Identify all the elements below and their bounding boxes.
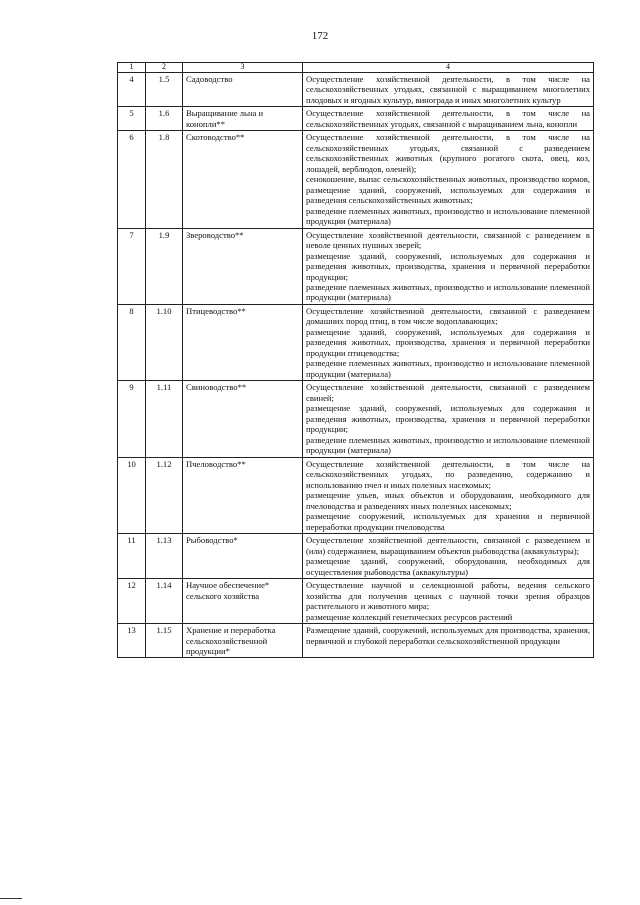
- table-row: [118, 228, 594, 304]
- description-paragraph: разведение племенных животных, производство и использование племенной продукции (материала): [306, 358, 590, 379]
- use-description: [303, 228, 594, 304]
- description-paragraph: разведение племенных животных, производство и использование племенной продукции (материала): [306, 205, 590, 227]
- table-row: [118, 131, 594, 228]
- use-description: [303, 624, 594, 658]
- description-paragraph: Осуществление хозяйственной деятельности, связанной с разведением домашних пород птиц, в том числе водоплавающих;: [306, 305, 590, 327]
- table-row: [118, 107, 594, 131]
- use-name: Хранение и переработка сельскохозяйственной продукции*: [183, 624, 303, 658]
- table-row: [118, 534, 594, 579]
- column-header: 1: [118, 63, 146, 73]
- table-row: [118, 579, 594, 624]
- row-number: 5: [118, 107, 146, 131]
- use-description: [303, 107, 594, 131]
- use-description: [303, 72, 594, 106]
- description-paragraph: Размещение зданий, сооружений, используемых для производства, хранения, первичной и глубокой переработки сельскохозяйственной продукции: [306, 625, 590, 646]
- use-description: [303, 381, 594, 457]
- table-row: [118, 457, 594, 533]
- table-body: [118, 72, 594, 658]
- use-name: Свиноводство**: [183, 381, 303, 457]
- description-paragraph: размещение зданий, сооружений, используемых для содержания и разведения животных, производства, хранения и первичной переработки продукции;: [306, 403, 590, 435]
- use-description: [303, 131, 594, 228]
- description-paragraph: Осуществление хозяйственной деятельности, в том числе на сельскохозяйственных угодьях, связанной с разведением сельскохозяйственных животных (крупного рогатого скота, овец, коз, лошадей, верблюдов, оленей);: [306, 132, 590, 174]
- use-name: Пчеловодство**: [183, 457, 303, 533]
- description-paragraph: Осуществление хозяйственной деятельности, в том числе на сельскохозяйственных угодьях, по разведению, содержанию и использованию пчел и иных полезных насекомых;: [306, 458, 590, 490]
- description-paragraph: размещение зданий, сооружений, оборудования, необходимых для осуществления рыбоводства (аквакультуры): [306, 556, 590, 577]
- row-number: 6: [118, 131, 146, 228]
- use-code: 1.11: [146, 381, 183, 457]
- table-row: [118, 72, 594, 106]
- table-header-row: [118, 63, 594, 73]
- row-number: 7: [118, 228, 146, 304]
- use-code: 1.13: [146, 534, 183, 579]
- table-row: [118, 624, 594, 658]
- use-code: 1.15: [146, 624, 183, 658]
- row-number: 9: [118, 381, 146, 457]
- use-description: [303, 534, 594, 579]
- table-row: [118, 381, 594, 457]
- column-header: 2: [146, 63, 183, 73]
- description-paragraph: размещение коллекций генетических ресурсов растений: [306, 611, 513, 622]
- description-paragraph: разведение племенных животных, производство и использование племенной продукции (материала): [306, 282, 590, 303]
- column-header: 3: [183, 63, 303, 73]
- use-code: 1.10: [146, 304, 183, 380]
- use-code: 1.5: [146, 72, 183, 106]
- description-paragraph: размещение ульев, иных объектов и оборудования, необходимого для пчеловодства и разведениях иных полезных насекомых;: [306, 490, 590, 511]
- use-code: 1.6: [146, 107, 183, 131]
- row-number: 8: [118, 304, 146, 380]
- use-code: 1.9: [146, 228, 183, 304]
- bottom-margin-mark: [0, 898, 22, 899]
- description-paragraph: Осуществление научной и селекционной работы, ведения сельского хозяйства для получения ценных с научной точки зрения образцов растительного и животного мира;: [306, 580, 590, 612]
- use-description: [303, 457, 594, 533]
- description-paragraph: размещение зданий, сооружений, используемых для содержания и разведения животных, производства, хранения и первичной переработки продукции;: [306, 250, 590, 282]
- table-row: [118, 304, 594, 380]
- description-paragraph: Осуществление хозяйственной деятельности, в том числе на сельскохозяйственных угодьях, связанной с выращиванием многолетних плодовых и ягодных культур, винограда и иных многолетних культур: [306, 73, 590, 105]
- row-number: 11: [118, 534, 146, 579]
- use-code: 1.8: [146, 131, 183, 228]
- page-number: 172: [311, 30, 329, 42]
- use-code: 1.14: [146, 579, 183, 624]
- description-paragraph: разведение племенных животных, производство и использование племенной продукции (материала): [306, 434, 590, 456]
- use-name: Садоводство: [183, 72, 303, 106]
- use-name: Птицеводство**: [183, 304, 303, 380]
- use-code: 1.12: [146, 457, 183, 533]
- description-paragraph: Осуществление хозяйственной деятельности, связанной с разведением свиней;: [306, 382, 590, 403]
- description-paragraph: Осуществление хозяйственной деятельности, связанной с разведением в неволе ценных пушных зверей;: [306, 229, 590, 251]
- use-name: Скотоводство**: [183, 131, 303, 228]
- description-paragraph: размещение зданий, сооружений, используемых для содержания и разведения животных, производства, хранения и первичной переработки продукции птицеводства;: [306, 326, 590, 358]
- use-description: [303, 304, 594, 380]
- row-number: 10: [118, 457, 146, 533]
- use-name: Рыбоводство*: [183, 534, 303, 579]
- use-description: [303, 579, 594, 624]
- use-name: Звероводство**: [183, 228, 303, 304]
- land-use-table: [117, 62, 594, 658]
- row-number: 13: [118, 624, 146, 658]
- description-paragraph: размещение сооружений, используемых для хранения и первичной переработки продукции пчеловодства: [306, 511, 590, 532]
- row-number: 12: [118, 579, 146, 624]
- description-paragraph: Осуществление хозяйственной деятельности, в том числе на сельскохозяйственных угодьях, связанной с выращиванием льна, конопли: [306, 108, 590, 129]
- row-number: 4: [118, 72, 146, 106]
- column-header: 4: [303, 63, 594, 73]
- use-name: Научное обеспечение* сельского хозяйства: [183, 579, 303, 624]
- description-paragraph: сенокошение, выпас сельскохозяйственных животных, производство кормов, размещение зданий, сооружений, используемых для содержания и разведения сельскохозяйственных животных;: [306, 174, 590, 206]
- use-name: Выращивание льна и конопли**: [183, 107, 303, 131]
- description-paragraph: Осуществление хозяйственной деятельности, связанной с разведением и (или) содержанием, выращиванием объектов рыбоводства (аквакультуры);: [306, 535, 590, 556]
